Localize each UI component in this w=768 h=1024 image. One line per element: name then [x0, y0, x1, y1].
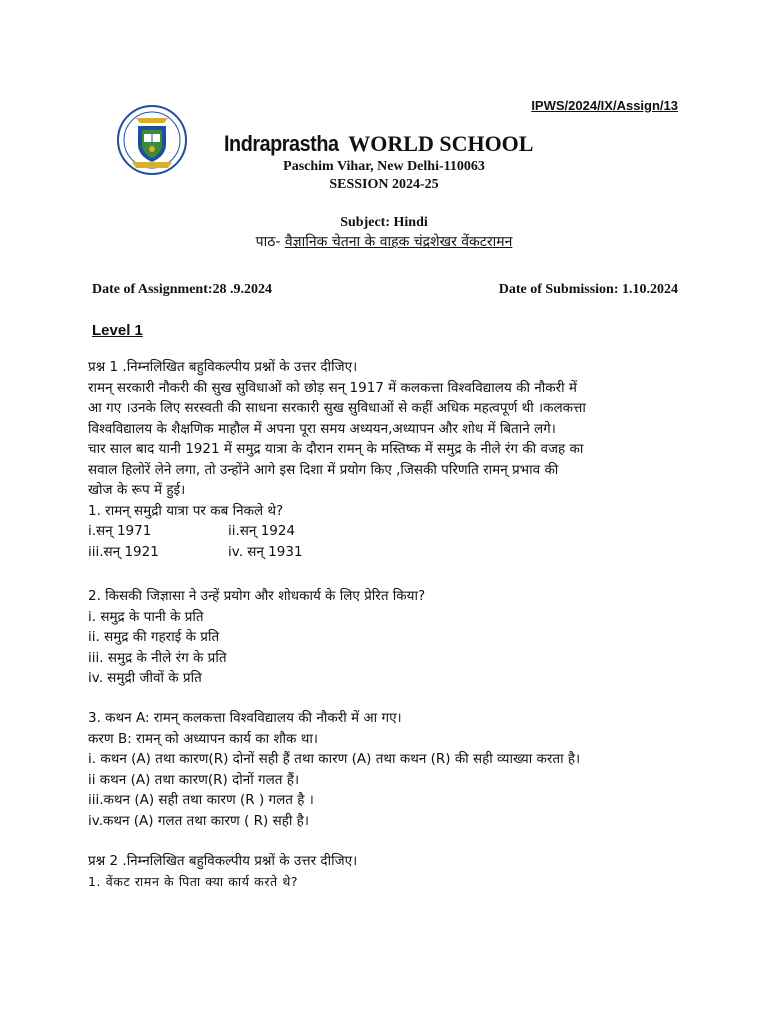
lesson-prefix: पाठ-: [255, 234, 285, 250]
lesson-name: वैज्ञानिक चेतना के वाहक चंद्रशेखर वेंकटरामन: [284, 234, 513, 250]
passage-line: सवाल हिलोरें लेने लगा, तो उन्होंने आगे इस दिशा में प्रयोग किए ,जिसकी परिणति रामन् प्रभाव की: [88, 461, 559, 478]
option: iv. सन् 1931: [228, 543, 303, 560]
question-2: 2. किसकी जिज्ञासा ने उन्हें प्रयोग और शोधकार्य के लिए प्रेरित किया?: [88, 588, 426, 604]
question-3-block: [88, 708, 688, 831]
option: i.सन् 1971: [88, 523, 152, 539]
question-1-options-row-1: [88, 521, 688, 542]
date-of-assignment: Date of Assignment:28 .9.2024: [92, 282, 273, 297]
question-3-reason: करण B: रामन् को अध्यापन कार्य का शौक था।: [88, 730, 318, 747]
subject: Subject: Hindi: [340, 215, 428, 230]
school-name-rest: WORLD SCHOOL: [348, 131, 534, 156]
school-address: Paschim Vihar, New Delhi-110063: [283, 159, 485, 174]
question-2-block: [88, 586, 688, 689]
option: iv.कथन (A) गलत तथा कारण ( R) सही है।: [88, 812, 309, 829]
section-2-heading: प्रश्न 2 .निम्नलिखित बहुविकल्पीय प्रश्नों के उत्तर दीजिए।: [88, 853, 358, 869]
option: ii.सन् 1924: [228, 523, 296, 539]
passage-line: विश्वविद्यालय के शैक्षणिक माहौल में अपना पूरा समय अध्ययन,अध्यापन और शोध में बिताने लगे।: [88, 420, 556, 437]
passage-line: चार साल बाद यानी 1921 में समुद्र यात्रा के दौरान रामन् के मस्तिष्क में समुद्र के नीले रंग की वजह का: [88, 441, 584, 457]
reference-code: IPWS/2024/IX/Assign/13: [531, 98, 678, 113]
option: iii. समुद्र के नीले रंग के प्रति: [88, 649, 227, 666]
session: SESSION 2024-25: [329, 177, 439, 192]
date-of-submission: Date of Submission: 1.10.2024: [498, 282, 678, 297]
passage-line: खोज के रूप में हुई।: [88, 482, 186, 498]
section-1: [88, 357, 688, 562]
level-heading: Level 1: [92, 322, 143, 339]
section-2-question-1: 1. वेंकट रामन के पिता क्या कार्य करते थे?: [88, 873, 299, 889]
option: i. समुद्र के पानी के प्रति: [88, 608, 204, 625]
question-1-options-row-2: [88, 542, 688, 563]
section-1-heading: प्रश्न 1 .निम्नलिखित बहुविकल्पीय प्रश्नों के उत्तर दीजिए।: [88, 359, 358, 375]
section-2: [88, 851, 688, 892]
question-3-statement: 3. कथन A: रामन् कलकत्ता विश्वविद्यालय की नौकरी में आ गए।: [88, 710, 402, 726]
school-brand: Indraprastha: [224, 131, 339, 156]
school-name: [224, 131, 533, 157]
option: ii कथन (A) तथा कारण(R) दोनों गलत हैं।: [88, 771, 300, 788]
passage-line: आ गए ।उनके लिए सरस्वती की साधना सरकारी सुख सुविधाओं से कहीं अधिक महत्वपूर्ण थी ।कलकत्ता: [88, 400, 586, 416]
lesson-title: [0, 232, 768, 251]
option: i. कथन (A) तथा कारण(R) दोनों सही हैं तथा कारण (A) तथा कथन (R) की सही व्याख्या करता है।: [88, 751, 581, 767]
question-1: 1. रामन् समुद्री यात्रा पर कब निकले थे?: [88, 502, 284, 519]
option: iii.सन् 1921: [88, 543, 159, 560]
option: iv. समुद्री जीवों के प्रति: [88, 670, 202, 686]
option: ii. समुद्र की गहराई के प्रति: [88, 629, 220, 645]
passage-line: रामन् सरकारी नौकरी की सुख सुविधाओं को छोड़ सन् 1917 में कलकत्ता विश्वविद्यालय की नौकरी में: [88, 379, 577, 396]
option: iii.कथन (A) सही तथा कारण (R ) गलत है ।: [88, 792, 314, 808]
